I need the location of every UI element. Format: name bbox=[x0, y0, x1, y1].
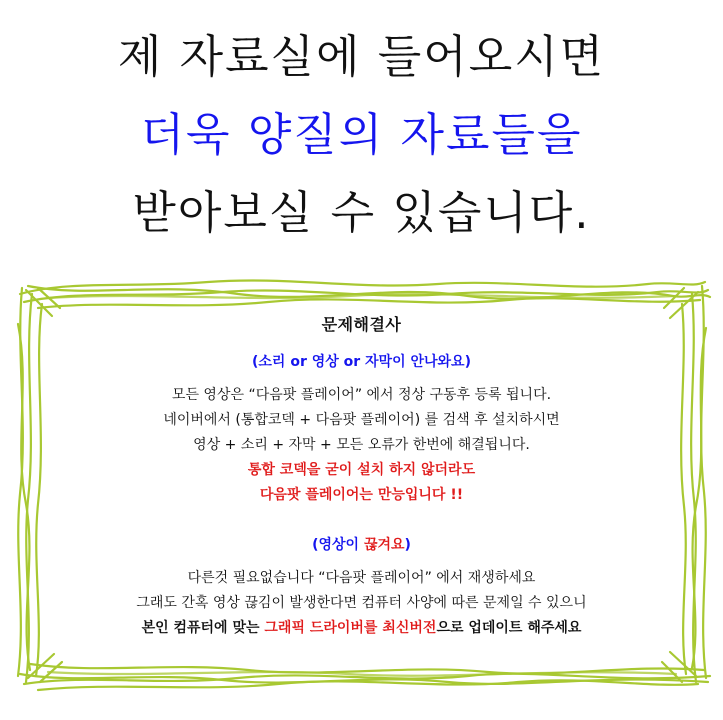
section1-warn-1: 통합 코덱을 굳이 설치 하지 않더라도 bbox=[247, 462, 476, 478]
section1-line-2: 네이버에서 (통합코덱 + 다음팟 플레이어) 를 검색 후 설치하시면 bbox=[163, 412, 560, 428]
section1-warn-2: 다음팟 플레이어는 만능입니다 !! bbox=[259, 487, 464, 503]
headline-block bbox=[0, 0, 723, 252]
section2-heading-prefix: (영상이 bbox=[312, 537, 364, 553]
section2-last-line bbox=[142, 616, 582, 641]
section2-heading-suffix: ) bbox=[404, 537, 411, 553]
note-title: 문제해결사 bbox=[321, 315, 402, 334]
section2-line-2: 그래도 간혹 영상 끊김이 발생한다면 컴퓨터 사양에 따른 문제일 수 있으니 bbox=[136, 595, 587, 611]
section2-heading bbox=[312, 534, 411, 554]
headline-line-3: 받아보실 수 있습니다. bbox=[132, 186, 591, 239]
headline-line-2: 더욱 양질의 자료들을 bbox=[140, 108, 583, 161]
section1-heading: (소리 or 영상 or 자막이 안나와요) bbox=[252, 354, 471, 370]
note-content bbox=[8, 264, 715, 694]
section1-line-3: 영상 + 소리 + 자막 + 모든 오류가 한번에 해결됩니다. bbox=[193, 437, 530, 453]
last-line-part3: 으로 업데이트 해주세요 bbox=[436, 620, 582, 636]
last-line-part2: 그래픽 드라이버를 최신버전 bbox=[264, 620, 437, 636]
note-frame bbox=[8, 264, 715, 694]
headline-line-1: 제 자료실에 들어오시면 bbox=[117, 30, 606, 83]
section2-line-1: 다른것 필요없습니다 “다음팟 플레이어” 에서 재생하세요 bbox=[187, 570, 536, 586]
section2-heading-accent: 끊겨요 bbox=[363, 537, 405, 553]
last-line-part1: 본인 컴퓨터에 맞는 bbox=[141, 620, 265, 636]
section1-line-1: 모든 영상은 “다음팟 플레이어” 에서 정상 구동후 등록 됩니다. bbox=[171, 387, 552, 403]
